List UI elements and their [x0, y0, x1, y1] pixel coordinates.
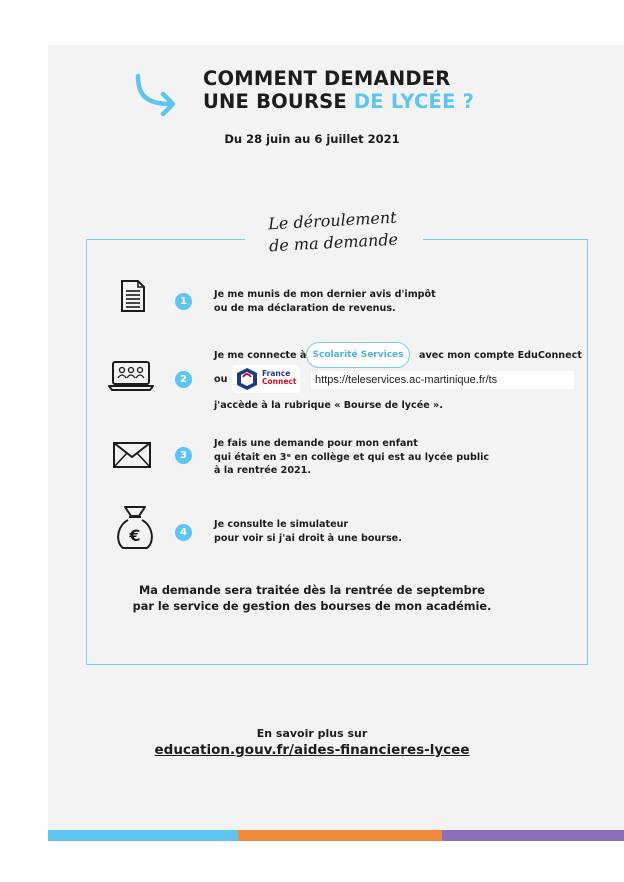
title-line-1: COMMENT DEMANDER	[203, 67, 451, 90]
money-bag-icon	[115, 504, 155, 552]
scolarite-services-button[interactable]: Scolarité Services	[306, 342, 410, 368]
laptop-users-icon	[108, 360, 154, 392]
color-bar	[48, 830, 624, 841]
title-accent: DE LYCÉE ?	[353, 90, 475, 113]
step-number-1: 1	[175, 293, 192, 310]
franceconnect-label	[262, 370, 296, 386]
envelope-icon	[112, 441, 152, 469]
more-info-label: En savoir plus sur	[256, 727, 368, 740]
step-2-or: ou	[214, 374, 228, 385]
arrow-icon	[133, 72, 185, 120]
step-1-line: ou de ma déclaration de revenus.	[214, 302, 396, 314]
step-2-prefix: Je me connecte à	[214, 350, 307, 361]
title-line-2	[203, 90, 474, 113]
step-3-line: qui était en 3ᵉ en collège et qui est au lycée public	[214, 451, 490, 463]
url-link[interactable]: https://teleservices.ac-martinique.fr/ts	[311, 371, 574, 389]
franceconnect-logo-icon	[236, 367, 258, 391]
color-bar-blue	[48, 830, 238, 841]
franceconnect-line-2: Connect	[262, 377, 297, 386]
step-1-line: Je me munis de mon dernier avis d'impôt	[214, 289, 436, 300]
franceconnect-line-1: France	[262, 369, 291, 378]
step-4-line: pour voir si j'ai droit à une bourse.	[214, 532, 402, 544]
document-icon	[120, 279, 146, 313]
section-title	[249, 206, 417, 259]
closing-message	[0, 583, 624, 615]
date-range: Du 28 juin au 6 juillet 2021	[224, 132, 400, 146]
closing-line-1: Ma demande sera traitée dès la rentrée de septembre	[139, 584, 485, 597]
svg-text:€: €	[129, 526, 141, 545]
info-link[interactable]: education.gouv.fr/aides-financieres-lycee	[154, 742, 470, 758]
section-title-line-1: Le déroulement	[267, 207, 398, 234]
closing-line-2: par le service de gestion des bourses de mon académie.	[132, 600, 492, 613]
step-number-3: 3	[175, 447, 192, 464]
step-1-text	[214, 288, 436, 315]
step-2-line-3: j'accède à la rubrique « Bourse de lycée ».	[214, 400, 443, 411]
title-part: UNE BOURSE	[203, 90, 354, 113]
step-number-4: 4	[175, 524, 192, 541]
step-4-line: Je consulte le simulateur	[214, 519, 349, 530]
step-number-2: 2	[175, 371, 192, 388]
step-4-text	[214, 518, 402, 545]
step-2-suffix: avec mon compte EduConnect	[419, 350, 582, 361]
step-3-line: Je fais une demande pour mon enfant	[214, 438, 418, 449]
step-3-text	[214, 437, 489, 478]
color-bar-orange	[238, 830, 442, 841]
color-bar-purple	[442, 830, 624, 841]
section-title-line-2: de ma demande	[268, 229, 399, 256]
step-3-line: à la rentrée 2021.	[214, 465, 312, 476]
page-title	[203, 67, 474, 113]
